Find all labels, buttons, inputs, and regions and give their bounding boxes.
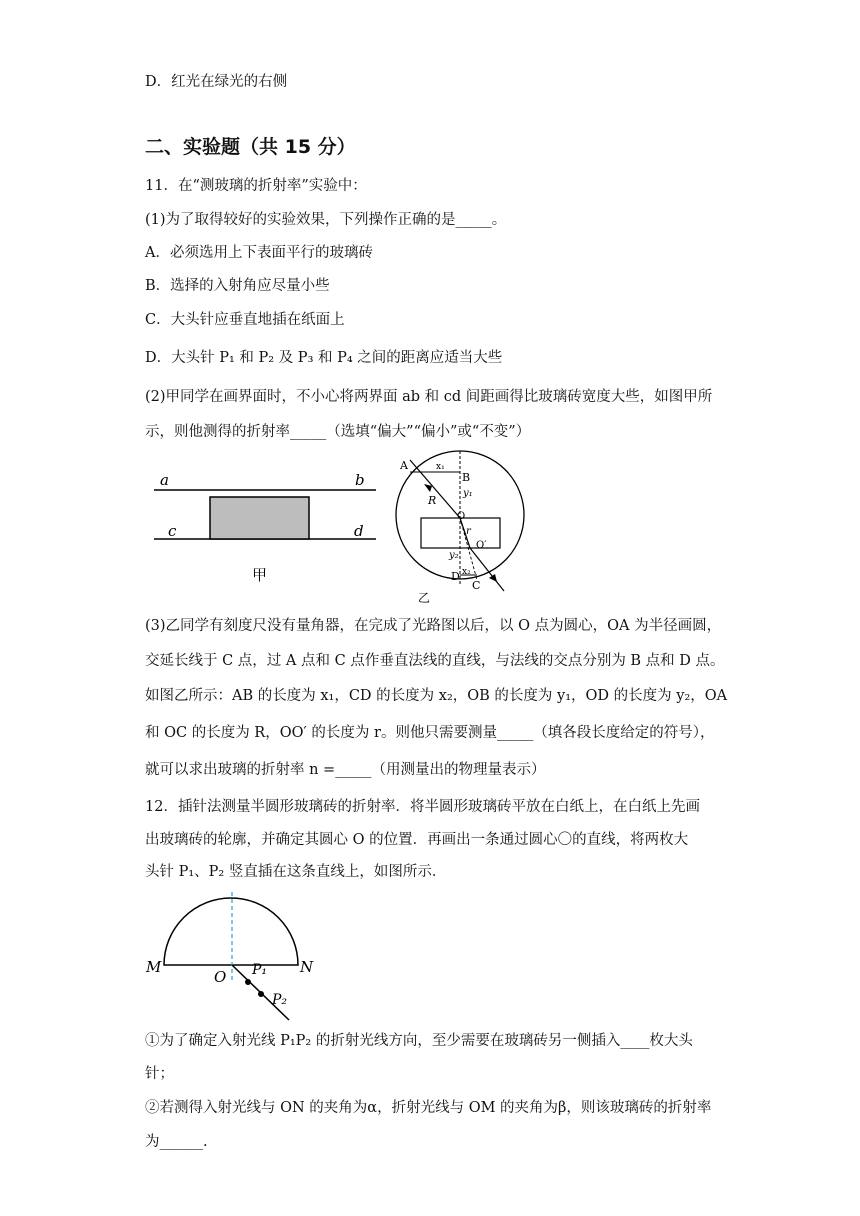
pin-p2	[258, 991, 264, 997]
label-a: a	[160, 471, 169, 489]
q12-sub1-line1: ①为了确定入射光线 P₁P₂ 的折射光线方向，至少需要在玻璃砖另一侧插入____枚大头	[145, 1033, 693, 1049]
label-N: N	[300, 958, 314, 976]
q11-part3-line5: 就可以求出玻璃的折射率 n =_____（用测量出的物理量表示）	[145, 762, 546, 778]
glass-brick	[210, 497, 309, 539]
q11-part3-line4: 和 OC 的长度为 R，OO′ 的长度为 r。则他只需要测量_____（填各段长度给定的符号），	[145, 725, 715, 741]
label-M: M	[146, 958, 162, 976]
caption-yi: 乙	[418, 591, 431, 605]
label-B: B	[462, 471, 471, 484]
figure-jia	[150, 468, 380, 598]
q11-part2-line2: 示，则他测得的折射率_____（选填“偏大”“偏小”或“不变”）	[145, 424, 531, 440]
pin-p1	[245, 979, 251, 985]
label-P1: P₁	[252, 962, 268, 978]
q11-option-c: C．大头针应垂直地插在纸面上	[145, 312, 345, 328]
label-b: b	[355, 471, 365, 489]
label-y2: y₂	[449, 550, 459, 561]
label-D: D	[451, 570, 460, 583]
q11-part1: (1)为了取得较好的实验效果，下列操作正确的是_____。	[145, 212, 507, 228]
figure-semicircle	[140, 892, 330, 1027]
section-title: 二、实验题（共 15 分）	[145, 136, 356, 158]
label-O: O	[214, 968, 227, 986]
q12-line3: 头针 P₁、P₂ 竖直插在这条直线上，如图所示．	[145, 864, 447, 880]
label-c: c	[168, 522, 177, 540]
q12-sub2-line2: 为______.	[145, 1134, 208, 1150]
semicircle-glass	[164, 898, 298, 965]
label-O: O	[457, 511, 466, 522]
q11-option-a: A．必须选用上下表面平行的玻璃砖	[145, 245, 373, 261]
q10-option-d: D．红光在绿光的右侧	[145, 74, 288, 90]
label-R: R	[428, 494, 437, 507]
q12-sub1-line2: 针；	[145, 1066, 174, 1082]
label-x1: x₁	[436, 462, 445, 472]
arrow-exit-icon	[489, 574, 497, 582]
label-P2: P₂	[272, 992, 288, 1008]
q11-part2-line1: (2)甲同学在画界面时，不小心将两界面 ab 和 cd 间距画得比玻璃砖宽度大些，如图甲所	[145, 389, 713, 405]
q12-line1: 12．插针法测量半圆形玻璃砖的折射率．将半圆形玻璃砖平放在白纸上，在白纸上先画	[145, 799, 700, 815]
label-Oprime: O′	[476, 540, 487, 551]
q12-sub2-line1: ②若测得入射光线与 ON 的夹角为α，折射光线与 OM 的夹角为β，则该玻璃砖的折射率	[145, 1100, 712, 1116]
figure-yi	[392, 448, 532, 606]
q12-line2: 出玻璃砖的轮廓，并确定其圆心 O 的位置．再画出一条通过圆心〇的直线，将两枚大	[145, 832, 689, 848]
q11-part3-line2: 交延长线于 C 点，过 A 点和 C 点作垂直法线的直线，与法线的交点分别为 B 点和 D 点。	[145, 653, 725, 669]
label-y1: y₁	[463, 488, 473, 499]
label-C: C	[472, 579, 481, 592]
label-A: A	[400, 459, 408, 472]
label-r: r	[466, 526, 471, 537]
q11-part3-line3: 如图乙所示：AB 的长度为 x₁，CD 的长度为 x₂，OB 的长度为 y₁，OD 的长度为 y₂，OA	[145, 688, 728, 704]
q11-part3-line1: (3)乙同学有刻度尺没有量角器，在完成了光路图以后，以 O 点为圆心，OA 为半径画圆，	[145, 618, 722, 634]
q11-option-b: B．选择的入射角应尽量小些	[145, 278, 330, 294]
label-x2: x₂	[462, 567, 471, 577]
label-d: d	[354, 522, 364, 540]
incident-ray	[410, 460, 460, 518]
q11-option-d: D．大头针 P₁ 和 P₂ 及 P₃ 和 P₄ 之间的距离应适当大些	[145, 350, 503, 366]
arrow-incident-icon	[424, 484, 432, 492]
q11-stem: 11．在“测玻璃的折射率”实验中：	[145, 178, 367, 194]
caption-jia: 甲	[252, 566, 268, 584]
